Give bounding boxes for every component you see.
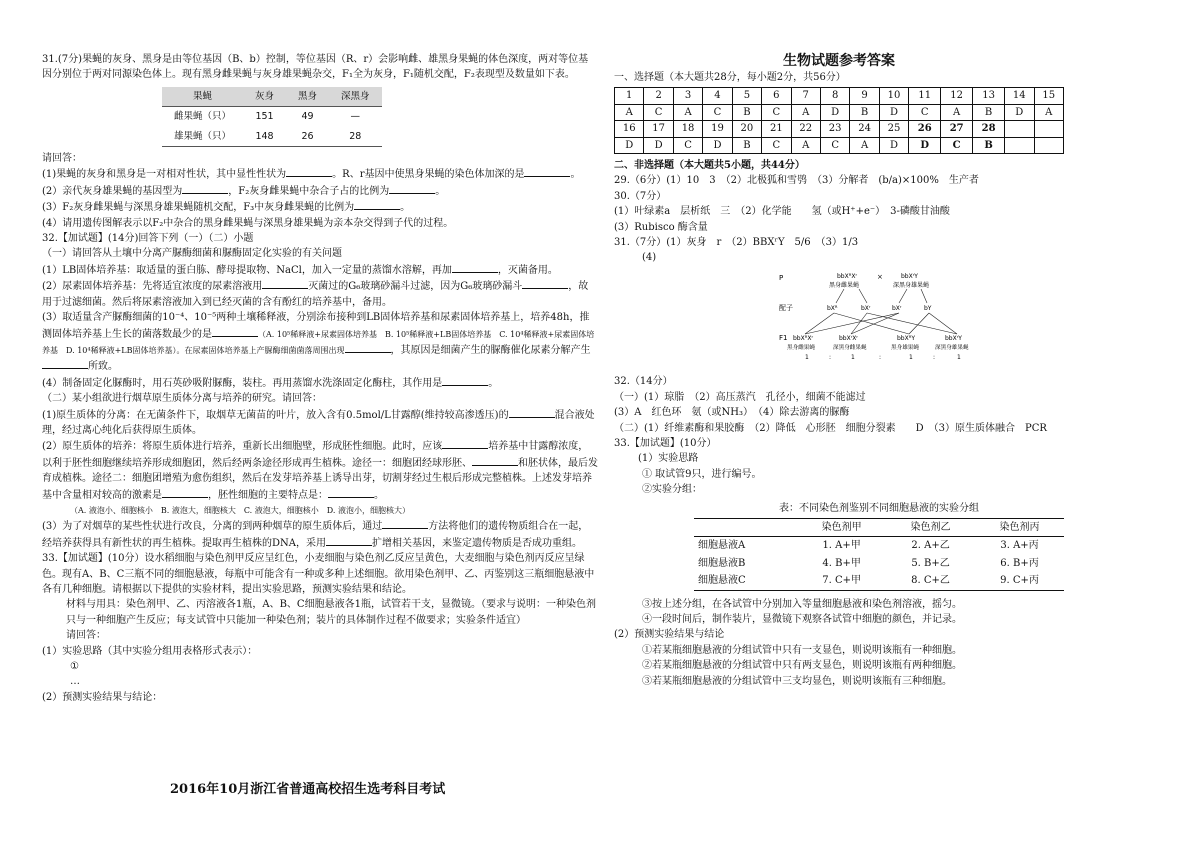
grid-cell: 17: [644, 121, 673, 137]
grid-cell: 1: [615, 88, 644, 104]
table-cell: 雄果蝇（只）: [162, 127, 243, 147]
answer-33-9: ③若某瓶细胞悬液的分组试管中三支均显色，则说明该瓶有三种细胞。: [642, 675, 952, 687]
q31-sub2: (2）亲代灰身雄果蝇的基因型为 ，F₂灰身雌果蝇中杂合子占的比例为 。: [42, 183, 598, 199]
grid-cell: [1034, 137, 1064, 153]
table-cell: 49: [301, 111, 314, 123]
table-cell: 5. B+乙: [911, 557, 950, 569]
ratio: :: [829, 353, 832, 361]
arrow-line: [859, 289, 867, 303]
grid-cell: D: [820, 104, 849, 120]
grid-cell: B: [850, 104, 879, 120]
answer-31-4: (4): [642, 252, 657, 264]
q31-sub1: (1)果蝇的灰身和黑身是一对相对性状，其中显性性状为 。R、r基因中使黑身果蝇的染色体加深的是 。: [42, 166, 598, 182]
q31-sub4: (4）请用遗传图解表示以F₂中杂合的黑身雌果蝇与深黑身雄果蝇为亲本杂交得到子代的过程。: [42, 217, 454, 229]
grid-cell: [1005, 137, 1034, 153]
grid-cell: C: [762, 104, 791, 120]
answer-33-5: ④一段时间后，制作装片，显微镜下观察各试管中细胞的颜色，并记录。: [642, 613, 962, 625]
answer-33-4: ③按上述分组，在各试管中分别加入等量细胞悬液和染色剂溶液，摇匀。: [642, 598, 962, 610]
grid-cell: C: [820, 137, 849, 153]
answer-29: 29.（6分）(1）10 3 （2）北极狐和雪鸮 （3）分解者 (b/a)×100% 生产者: [614, 175, 979, 187]
grid-cell: 22: [791, 121, 820, 137]
q33-intro: 33.【加试题】(10分）设水稻细胞与染色剂甲反应呈红色，小麦细胞与染色剂乙反应呈黄色，大麦细胞与染色剂丙反应呈绿色。现有A、B、C三瓶不同的细胞悬液，每瓶中可能含有一种或多种上述细胞。欲用染色剂甲、乙、丙鉴别这三瓶细胞悬液中各有几种细胞。请根据以下提供的实验材料，提出实验思路，预测实验结果和结论。: [42, 553, 595, 595]
arrow-line: [851, 313, 867, 334]
grid-cell: 5: [732, 88, 761, 104]
q32-t2: (2）原生质体的培养：将原生质体进行培养，重新长出细胞壁，形成胚性细胞。此时，应该 培养基中甘露醇浓度，以利于胚性细胞继续培养形成细胞团，然后经两条途径形成再生植株。途径一：细胞团经球形胚、 和胚状体，最后发育成植株。途径二：细胞团增殖为愈伤组织，然后在发芽培养基上诱导出芽，切割芽经过生根后形成完整植株。上述发芽培养基中含量相对较高的激素是 ，胚性细胞的主要特点是： 。: [42, 438, 598, 503]
arrow-line: [834, 313, 909, 334]
answer-30-2: (3）Rubisco 酶含量: [614, 221, 708, 233]
grid-cell: 28: [973, 121, 1005, 137]
table-cell: 9. C+丙: [975, 572, 1064, 590]
section-choice: 一、选择题（本大题共28分，每小题2分，共56分）: [614, 72, 846, 83]
grid-cell: 25: [879, 121, 908, 137]
grid-cell: 20: [732, 121, 761, 137]
table-header: 灰身: [243, 87, 286, 107]
q32-t3: (3）为了对烟草的某些性状进行改良，分离的到两种烟草的原生质体后，通过 方法将他们的遗传物质组合在一起，经培养获得具有新性状的再生植株。提取再生植株的DNA，采用 扩增相关基因，来鉴定遗传物质是否成功重组。: [42, 518, 598, 551]
grid-cell: B: [973, 104, 1005, 120]
table-cell: 4. B+甲: [822, 557, 861, 569]
f1-phen: 黑身雄果蝇: [891, 344, 919, 351]
answer-33: 33.【加试题】(10分）: [614, 437, 717, 449]
grid-cell: 13: [973, 88, 1005, 104]
cross-p-male-geno: bbXʳY: [901, 272, 918, 280]
answer-33-1: (1）实验思路: [638, 453, 699, 465]
q31-intro: 31.(7分)果蝇的灰身、黑身是由等位基因（B、b）控制，等位基因（R、r）会影响雌、雄黑身果蝇的体色深度，两对等位基因分别位于两对同源染色体上。现有黑身雌果蝇与灰身雄果蝇杂交，F₁全为灰身，F₁随机交配，F₂表现型及数量如下表。: [42, 54, 589, 81]
grid-cell: D: [703, 137, 732, 153]
f1-geno: bbXʳXʳ: [839, 334, 858, 342]
grid-cell: D: [644, 137, 673, 153]
f1-geno: bbXᴿXʳ: [793, 334, 814, 342]
table-header: 黑身: [286, 87, 329, 107]
grid-cell: A: [791, 104, 820, 120]
ratio: 1: [805, 353, 809, 361]
f1-geno: bbXʳY: [945, 334, 962, 342]
section-nonchoice: 二、非选择题（本大题共5小题，共44分）: [614, 160, 805, 172]
f1-phen: 黑身雌果蝇: [787, 344, 815, 351]
grid-cell: 9: [850, 88, 879, 104]
grid-cell: 19: [703, 121, 732, 137]
grid-cell: D: [615, 137, 644, 153]
answer-30-1: (1）叶绿素a 层析纸 三 （2）化学能 氢（或H⁺+e⁻） 3-磷酸甘油酸: [614, 206, 950, 218]
grid-cell: D: [879, 104, 908, 120]
grid-cell: C: [644, 104, 673, 120]
grid-cell: D: [909, 137, 941, 153]
grid-cell: 4: [703, 88, 732, 104]
gamete-label: 配子: [779, 303, 793, 312]
q31-sub3: (3）F₂灰身雌果蝇与深黑身雄果蝇随机交配，F₃中灰身雌果蝇的比例为 。: [42, 199, 598, 215]
answer-32-2: (3）A 红色环 氨（或NH₃） （4）除去游离的脲酶: [614, 407, 850, 419]
cross-p-label: P: [779, 273, 784, 282]
grid-cell: A: [791, 137, 820, 153]
arrow-line: [851, 313, 899, 334]
grid-cell: 3: [673, 88, 702, 104]
table-cell: 1. A+甲: [822, 540, 861, 552]
table-cell: 3. A+丙: [1000, 540, 1039, 552]
cross-p-female-geno: bbXᴿXʳ: [837, 272, 858, 280]
table-cell: 2. A+乙: [911, 540, 950, 552]
gamete: bXᴿ: [827, 304, 838, 312]
f1-phen: 深黑身雌果蝇: [833, 344, 867, 351]
ratio: 1: [851, 353, 855, 361]
cross-sign: ×: [877, 272, 883, 281]
answer-32: 32.（14分）: [614, 376, 673, 388]
grid-cell: 21: [762, 121, 791, 137]
answer-32-3: （二）(1）纤维素酶和果胶酶 （2）降低 心形胚 细胞分裂素 D （3）原生质体融合 PCR: [614, 422, 1047, 434]
exam-footer-title: 2016年10月浙江省普通高校招生选考科目考试: [170, 782, 446, 797]
table-cell: 细胞悬液C: [694, 572, 797, 590]
answers-title: 生物试题参考答案: [783, 53, 895, 69]
answer-32-1: （一）(1）琼脂 （2）高压蒸汽 孔径小，细菌不能滤过: [614, 391, 866, 403]
q32-sub1: (1）LB固体培养基：取适量的蛋白胨、酵母提取物、NaCl，加入一定量的蒸馏水溶解，再加 ，灭菌备用。: [42, 262, 598, 278]
answer-33-8: ②若某瓶细胞悬液的分组试管中只有两支显色，则说明该瓶有两种细胞。: [642, 660, 962, 672]
q33-sub2: (2）预测实验结果与结论：: [42, 691, 163, 703]
grid-cell: 23: [820, 121, 849, 137]
ratio: 1: [909, 353, 913, 361]
f1-label: F1: [779, 333, 788, 342]
grid-cell: 16: [615, 121, 644, 137]
grid-cell: C: [762, 137, 791, 153]
grid-cell: B: [973, 137, 1005, 153]
grid-cell: B: [732, 137, 761, 153]
q32-sub3: (3）取适量含产脲酶细菌的10⁻⁴、10⁻⁵两种土壤稀释液，分别涂布接种到LB固体培养基和尿素固体培养基上，培养48h，推测固体培养基上生长的菌落数最少的是 （A. 10⁵稀释液+尿素固体培养基 B. 10⁵稀释液+LB固体培养基 C. 10⁴稀释液+尿素固体培养基 D. 10⁴稀释液+LB固体培养基）。在尿素固体培养基上产脲酶细菌菌落周围出现 ，其原因是细菌产生的脲酶催化尿素分解产生所致。: [42, 312, 595, 373]
answer-33-3: ②实验分组：: [642, 484, 702, 496]
answer-30: 30.（7分）: [614, 190, 667, 202]
grouping-table-caption: 表：不同染色剂鉴别不同细胞悬液的实验分组: [779, 502, 979, 514]
grid-cell: 18: [673, 121, 702, 137]
arrow-line: [836, 289, 844, 303]
table-cell: 28: [329, 127, 382, 147]
cross-p-female-phen: 黑身雌果蝇: [829, 281, 860, 289]
q32-part2: （二）某小组欲进行烟草原生质体分离与培养的研究。请回答：: [42, 393, 322, 405]
grid-cell: [1005, 121, 1034, 137]
q32-sub2: (2）尿素固体培养基：先将适宜浓度的尿素溶液用 灭菌过的G₆玻璃砂漏斗过滤，因为G₆玻璃砂漏斗 ，故用于过滤细菌。然后将尿素溶液加入到已经灭菌的含有酚红的培养基中，备用。: [42, 278, 598, 310]
grid-cell: A: [673, 104, 702, 120]
grid-cell: 12: [941, 88, 973, 104]
table-cell: 雌果蝇（只）: [174, 111, 232, 123]
table-header: [694, 518, 797, 536]
grid-cell: D: [879, 137, 908, 153]
fly-count-table: [162, 87, 382, 147]
grid-cell: C: [703, 104, 732, 120]
grid-cell: A: [941, 104, 973, 120]
grid-cell: A: [1034, 104, 1064, 120]
q33-sub1: (1）实验思路（其中实验分组用表格形式表示）：: [42, 645, 258, 657]
grid-cell: 2: [644, 88, 673, 104]
grid-cell: C: [909, 104, 941, 120]
cross-p-male-phen: 深黑身雄果蝇: [893, 281, 930, 289]
ratio: 1: [957, 353, 961, 361]
grouping-table: [694, 501, 1064, 591]
table-cell: 8. C+乙: [886, 572, 975, 590]
q32-part1: （一）请回答从土壤中分离产脲酶细菌和脲酶固定化实验的有关问题: [42, 248, 342, 260]
grid-cell: C: [941, 137, 973, 153]
grid-cell: A: [615, 104, 644, 120]
table-cell: —: [350, 111, 361, 123]
table-cell: 细胞悬液B: [698, 557, 746, 569]
table-header: 染色剂乙: [886, 518, 975, 536]
table-cell: 6. B+丙: [1000, 557, 1039, 569]
grid-cell: 27: [941, 121, 973, 137]
q32-sub4: (4）制备固定化脲酶时，用石英砂吸附脲酶，装柱。再用蒸馏水洗涤固定化酶柱，其作用是 。: [42, 375, 598, 391]
grid-cell: 26: [909, 121, 941, 137]
grid-cell: 14: [1005, 88, 1034, 104]
grid-cell: 8: [820, 88, 849, 104]
grid-cell: 11: [909, 88, 941, 104]
table-header: 深黑身: [329, 87, 382, 107]
f1-phen: 深黑身雄果蝇: [935, 344, 969, 351]
gamete: bXʳ: [861, 304, 871, 312]
table-cell: 151: [255, 111, 274, 123]
table-header: 果蝇: [162, 87, 243, 107]
answer-33-7: ①若某瓶细胞悬液的分组试管中只有一支显色，则说明该瓶有一种细胞。: [642, 644, 962, 656]
table-cell: 7. C+甲: [797, 572, 886, 590]
q31-prompt: 请回答：: [42, 153, 82, 165]
answer-33-6: (2）预测实验结果与结论: [614, 629, 725, 641]
genetic-cross-diagram: [779, 270, 979, 365]
arrow-line: [921, 289, 927, 303]
table-cell: 细胞悬液A: [698, 540, 746, 552]
choice-answer-grid: [614, 87, 1064, 154]
q33-step1: ①: [70, 661, 79, 673]
grid-cell: [1034, 121, 1064, 137]
q33-materials: 材料与用具：染色剂甲、乙、丙溶液各1瓶，A、B、C细胞悬液各1瓶，试管若干支，显微镜。（要求与说明：一种染色剂只与一种细胞产生反应；每支试管中只能加一种染色剂；装片的具体制作过程不做要求；实验条件适宜）: [66, 599, 596, 626]
table-header: 染色剂丙: [975, 518, 1064, 536]
grid-cell: 10: [879, 88, 908, 104]
q32-t2-options: （A. 液泡小、细胞核小 B. 液泡大，细胞核大 C. 液泡大，细胞核小 D. 液泡小，细胞核大）: [70, 505, 410, 515]
table-cell: 148: [243, 127, 286, 147]
answer-33-2: ① 取试管9只，进行编号。: [642, 468, 762, 480]
gamete: bY: [924, 304, 932, 312]
q32-t1: (1)原生质体的分离：在无菌条件下，取烟草无菌苗的叶片，放入含有0.5mol/L甘露醇(维持较高渗透压)的 混合液处理，经过离心纯化后获得原生质体。: [42, 407, 598, 439]
grid-cell: B: [732, 104, 761, 120]
q32-title: 32.【加试题】(14分)回答下列（一）（二）小题: [42, 233, 254, 245]
grid-cell: 7: [791, 88, 820, 104]
q33-prompt: 请回答：: [66, 630, 106, 642]
f1-geno: bbXᴿY: [897, 334, 916, 342]
grid-cell: D: [1005, 104, 1034, 120]
grid-cell: 15: [1034, 88, 1064, 104]
ratio: :: [933, 353, 936, 361]
answers-column: [614, 52, 1064, 689]
answer-31: 31.（7分）(1）灰身 r （2）BBXʳY 5/6 （3）1/3: [614, 237, 859, 249]
table-header: 染色剂甲: [797, 518, 886, 536]
questions-column: [42, 52, 598, 705]
ratio: :: [879, 353, 882, 361]
arrow-line: [899, 289, 907, 303]
q33-ellipsis: …: [70, 676, 80, 688]
gamete: bXʳ: [892, 304, 902, 312]
grid-cell: 6: [762, 88, 791, 104]
grid-cell: A: [850, 137, 879, 153]
grid-cell: 24: [850, 121, 879, 137]
table-cell: 26: [286, 127, 329, 147]
grid-cell: C: [673, 137, 702, 153]
